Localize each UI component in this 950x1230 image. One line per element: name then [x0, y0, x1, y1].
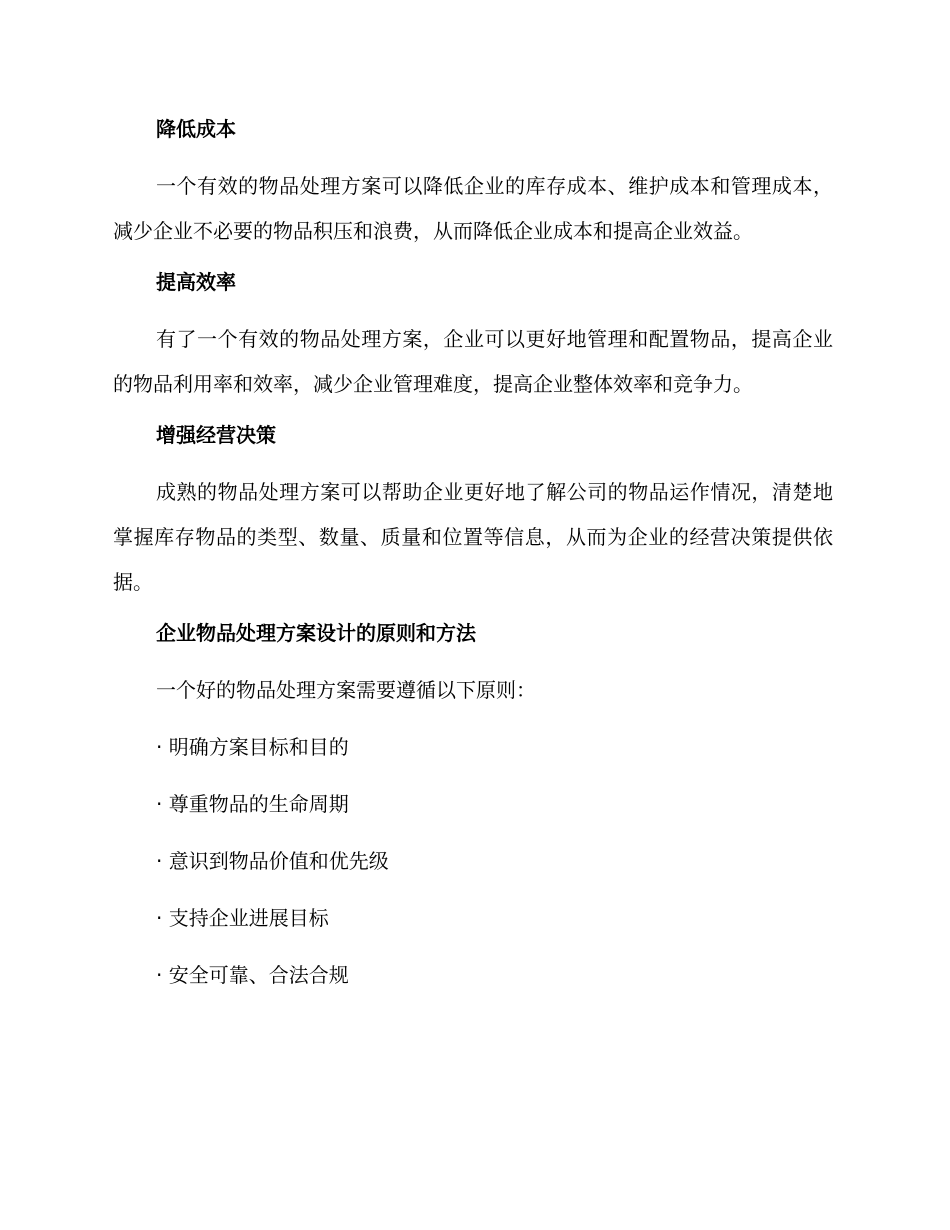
section-heading-decision-making: 增强经营决策 — [156, 423, 276, 447]
principle-list-item: · 安全可靠、合法合规 — [156, 963, 349, 987]
principle-list-item: · 尊重物品的生命周期 — [156, 792, 349, 816]
section-body-decision-making: 成熟的物品处理方案可以帮助企业更好地了解公司的物品运作情况，清楚地掌握库存物品的类型、数量、质量和位置等信息，从而为企业的经营决策提供依据。 — [113, 480, 833, 594]
principles-heading: 企业物品处理方案设计的原则和方法 — [156, 621, 476, 645]
section-heading-improve-efficiency: 提高效率 — [156, 270, 236, 294]
principle-list-item: · 意识到物品价值和优先级 — [156, 849, 389, 873]
principle-list-item: · 明确方案目标和目的 — [156, 735, 349, 759]
document-content — [113, 112, 833, 992]
principle-list-item: · 支持企业进展目标 — [156, 906, 329, 930]
section-body-improve-efficiency: 有了一个有效的物品处理方案，企业可以更好地管理和配置物品，提高企业的物品利用率和效率，减少企业管理难度，提高企业整体效率和竞争力。 — [113, 327, 833, 396]
principles-intro: 一个好的物品处理方案需要遵循以下原则： — [156, 678, 536, 702]
section-heading-reduce-cost: 降低成本 — [156, 117, 236, 141]
section-body-reduce-cost: 一个有效的物品处理方案可以降低企业的库存成本、维护成本和管理成本，减少企业不必要的物品积压和浪费，从而降低企业成本和提高企业效益。 — [113, 174, 833, 243]
